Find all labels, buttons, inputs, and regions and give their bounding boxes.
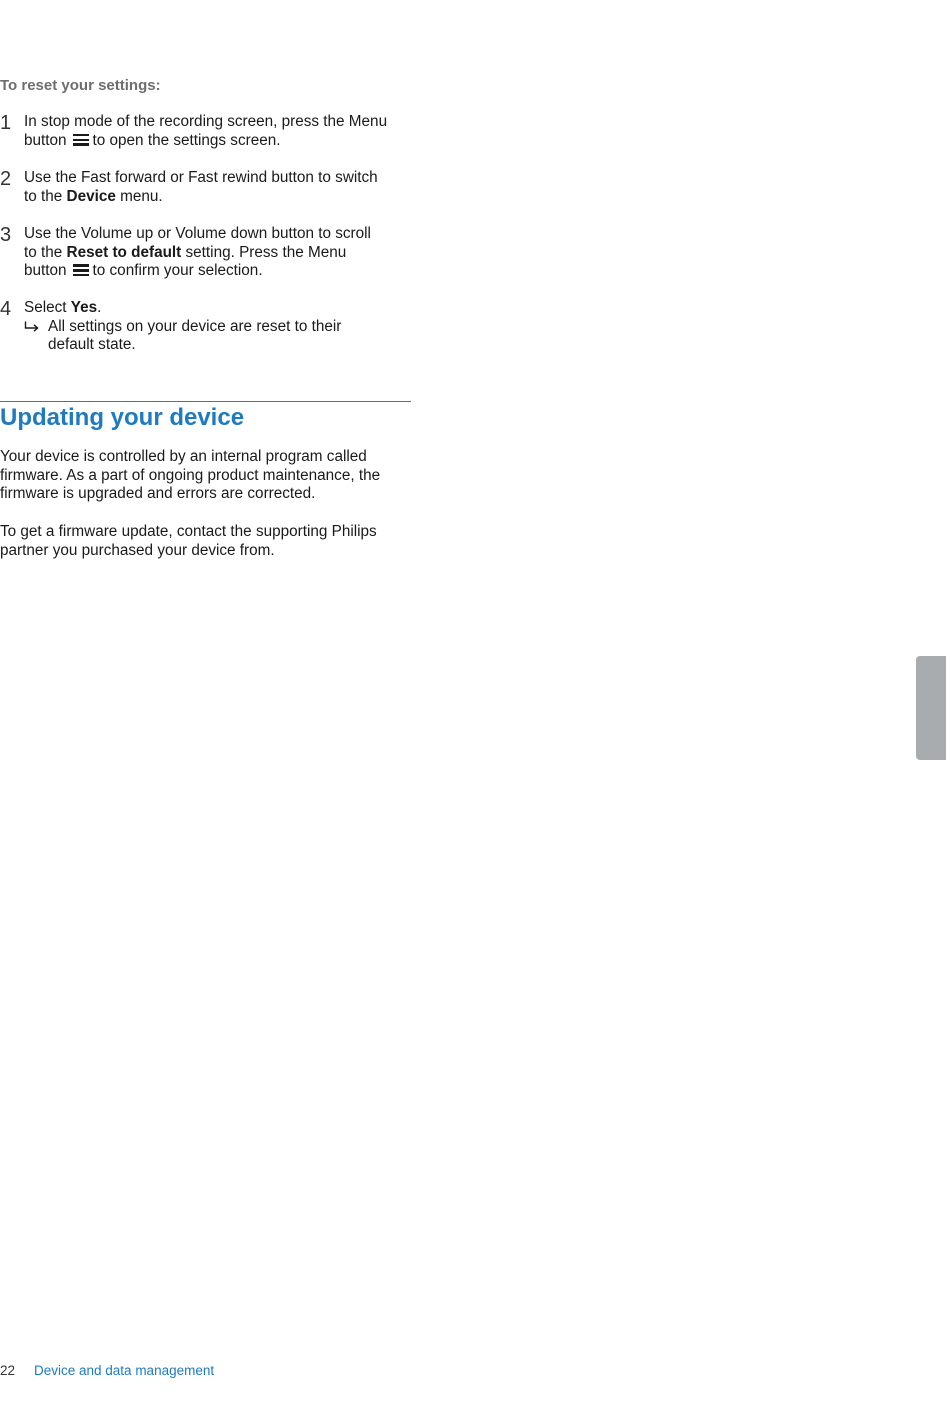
step-number: 1	[0, 112, 12, 134]
step-text	[24, 299, 412, 355]
page-number: 22	[0, 1363, 16, 1378]
section-title: Updating your device	[0, 404, 245, 431]
option-name: Yes	[70, 299, 98, 316]
step-text-line: In stop mode of the recording screen, press the Menu	[24, 113, 388, 130]
step-text	[24, 169, 412, 206]
step-text-line: to the	[24, 187, 67, 205]
step-number: 3	[0, 224, 12, 246]
step-number: 2	[0, 168, 12, 190]
page-footer	[0, 1362, 214, 1380]
paragraph-line: firmware. As a part of ongoing product maintenance, the	[0, 466, 381, 484]
setting-name: Reset to default	[66, 243, 182, 261]
paragraph-line: partner you purchased your device from.	[0, 541, 275, 559]
step-text-line: Select	[24, 299, 71, 316]
step-number: 4	[0, 298, 12, 320]
step-text	[24, 225, 412, 281]
body-paragraph	[0, 448, 412, 504]
step-text	[24, 113, 412, 150]
footer-section-name: Device and data management	[34, 1363, 215, 1378]
paragraph-line: To get a firmware update, contact the supporting Philips	[0, 523, 377, 540]
step-text-line: Use the Fast forward or Fast rewind button to switch	[24, 169, 378, 186]
section-divider	[0, 401, 411, 402]
step-text-line: to confirm your selection.	[92, 262, 263, 280]
body-paragraph	[0, 523, 412, 560]
step-text-line: button	[24, 131, 67, 149]
result-text-line: All settings on your device are reset to their	[48, 317, 342, 335]
paragraph-line: firmware is upgraded and errors are corrected.	[0, 485, 316, 503]
menu-name: Device	[66, 187, 116, 205]
result-text-line: default state.	[48, 336, 136, 354]
procedure-heading: To reset your settings:	[0, 77, 161, 94]
step-text-line: Use the Volume up or Volume down button to scroll	[24, 225, 371, 242]
step-text-line: setting. Press the Menu	[181, 243, 347, 261]
menu-icon	[73, 134, 89, 146]
result-arrow-icon	[24, 321, 40, 333]
paragraph-line: Your device is controlled by an internal program called	[0, 448, 367, 465]
step-text-line: .	[97, 299, 102, 316]
step-result	[24, 318, 412, 355]
chapter-side-tab	[916, 656, 946, 760]
step-text-line: button	[24, 262, 67, 280]
menu-icon	[73, 264, 89, 276]
step-text-line: to open the settings screen.	[92, 131, 281, 149]
step-text-line: to the	[24, 243, 67, 261]
step-text-line: menu.	[115, 187, 163, 205]
